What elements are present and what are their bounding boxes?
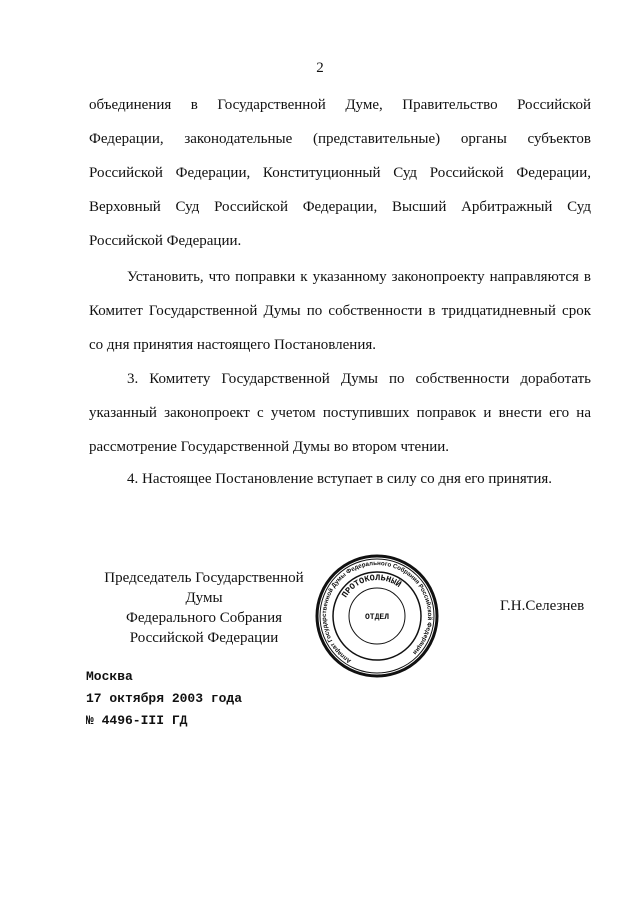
- paragraph-3: [89, 362, 591, 464]
- text-line: 4. Настоящее Постановление вступает в силу со дня его принятия.: [127, 471, 553, 487]
- document-footer: [86, 666, 242, 732]
- footer-date: 17 октября 2003 года: [86, 691, 243, 706]
- text-line: Комитет Государственной Думы по собственности в тридцатидневный срок: [89, 303, 591, 319]
- official-seal: [314, 553, 440, 679]
- signatory-name: Г.Н.Селезнев: [500, 598, 585, 614]
- text-line: Российской Федерации, Конституционный Суд Российской Федерации,: [89, 165, 591, 181]
- signature-title: [89, 568, 319, 648]
- signature-title-line: Председатель Государственной Думы: [104, 570, 304, 606]
- signature-title-line: Российской Федерации: [129, 630, 279, 646]
- seal-middle-text: ПРОТОКОЛЬНЫЙ: [339, 572, 403, 600]
- text-line: Установить, что поправки к указанному законопроекту направляются в: [127, 269, 591, 285]
- text-line: 3. Комитету Государственной Думы по собственности доработать: [127, 371, 591, 387]
- text-line: Российской Федерации.: [89, 233, 242, 249]
- text-line: рассмотрение Государственной Думы во втором чтении.: [89, 439, 450, 455]
- paragraph-4: [89, 462, 591, 496]
- text-line: объединения в Государственной Думе, Правительство Российской: [89, 97, 591, 113]
- signature-title-line: Федерального Собрания: [125, 610, 283, 626]
- seal-center-text: ОТДЕЛ: [364, 613, 390, 622]
- text-line: Верховный Суд Российской Федерации, Высший Арбитражный Суд: [89, 199, 591, 215]
- text-line: указанный законопроект с учетом поступивших поправок и внести его на: [89, 405, 591, 421]
- text-line: со дня принятия настоящего Постановления.: [89, 337, 376, 353]
- seal-outer-text: Аппарат Государственной Думы Федерального Собрания Российской Федерации: [320, 559, 434, 665]
- page-number: 2: [316, 60, 324, 76]
- paragraph-2: [89, 260, 591, 362]
- footer-number: № 4496-III ГД: [86, 713, 188, 728]
- text-line: Федерации, законодательные (представительные) органы субъектов: [89, 131, 591, 147]
- footer-city: Москва: [86, 669, 133, 684]
- paragraph-1: [89, 88, 591, 258]
